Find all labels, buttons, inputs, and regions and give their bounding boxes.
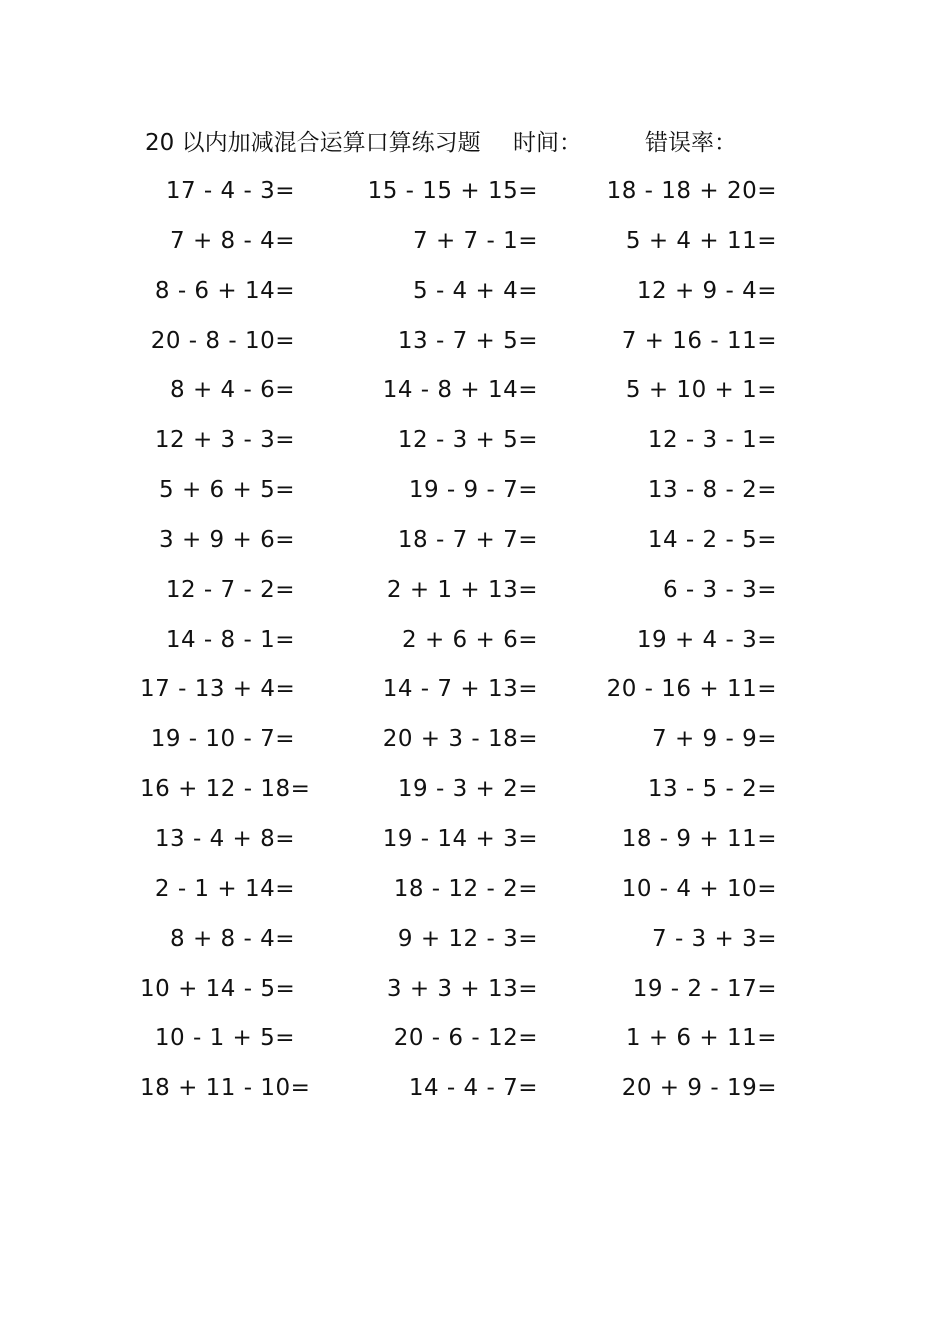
- math-problem: 17 - 4 - 3=: [165, 178, 295, 204]
- problem-row: [140, 318, 800, 368]
- math-problem: 5 + 6 + 5=: [159, 477, 295, 504]
- math-problem: 19 - 3 + 2=: [397, 776, 538, 803]
- math-problem: 2 + 6 + 6=: [402, 626, 538, 653]
- problem-row: [140, 866, 800, 916]
- math-problem: 12 - 3 + 5=: [397, 427, 538, 454]
- math-problem: 14 - 2 - 5=: [647, 526, 777, 553]
- math-problem: 12 + 3 - 3=: [154, 427, 295, 454]
- math-problem: 14 - 4 - 7=: [408, 1075, 538, 1102]
- math-problem: 8 + 4 - 6=: [170, 377, 295, 404]
- problem-row: [140, 218, 800, 268]
- math-problem: 8 + 8 - 4=: [170, 925, 295, 952]
- math-problem: 18 + 11 - 10=: [140, 1075, 311, 1102]
- math-problem: 13 - 4 + 8=: [154, 825, 295, 852]
- worksheet-title: 20 以内加减混合运算口算练习题: [145, 130, 481, 156]
- problem-row: [140, 168, 800, 218]
- math-problem: 20 - 16 + 11=: [606, 676, 777, 703]
- problem-row: [140, 966, 800, 1016]
- problem-row: [140, 916, 800, 966]
- math-problem: 15 - 15 + 15=: [367, 178, 538, 204]
- math-problem: 10 - 1 + 5=: [154, 1025, 295, 1052]
- math-problem: 14 - 8 + 14=: [382, 377, 538, 404]
- math-problem: 14 - 7 + 13=: [382, 676, 538, 703]
- problem-grid: [140, 168, 800, 1115]
- math-problem: 2 - 1 + 14=: [154, 875, 295, 902]
- math-problem: 17 - 13 + 4=: [140, 676, 296, 703]
- math-problem: 12 - 3 - 1=: [647, 427, 777, 454]
- worksheet-header: [145, 124, 785, 162]
- math-problem: 5 - 4 + 4=: [413, 277, 538, 304]
- math-problem: 19 - 14 + 3=: [382, 825, 538, 852]
- math-problem: 5 + 4 + 11=: [625, 227, 777, 254]
- math-problem: 13 - 7 + 5=: [397, 327, 538, 354]
- problem-row: [140, 567, 800, 617]
- problem-row: [140, 766, 800, 816]
- math-problem: 5 + 10 + 1=: [625, 377, 777, 404]
- math-problem: 18 - 9 + 11=: [621, 825, 777, 852]
- math-problem: 18 - 18 + 20=: [606, 178, 777, 204]
- math-problem: 3 + 9 + 6=: [159, 526, 295, 553]
- math-problem: 18 - 12 - 2=: [393, 875, 538, 902]
- problem-row: [140, 816, 800, 866]
- math-problem: 19 - 10 - 7=: [150, 726, 295, 753]
- math-problem: 16 + 12 - 18=: [140, 776, 311, 803]
- math-problem: 10 - 4 + 10=: [621, 875, 777, 902]
- math-problem: 20 - 8 - 10=: [150, 327, 295, 354]
- math-problem: 13 - 5 - 2=: [647, 776, 777, 803]
- math-problem: 3 + 3 + 13=: [386, 975, 538, 1002]
- math-problem: 20 + 3 - 18=: [382, 726, 538, 753]
- math-problem: 20 + 9 - 19=: [621, 1075, 777, 1102]
- problem-row: [140, 716, 800, 766]
- problem-row: [140, 666, 800, 716]
- math-problem: 2 + 1 + 13=: [386, 576, 538, 603]
- math-problem: 7 - 3 + 3=: [652, 925, 777, 952]
- math-problem: 20 - 6 - 12=: [393, 1025, 538, 1052]
- error-rate-label: 错误率：: [645, 130, 737, 156]
- math-problem: 19 + 4 - 3=: [636, 626, 777, 653]
- problem-row: [140, 367, 800, 417]
- math-problem: 7 + 9 - 9=: [652, 726, 777, 753]
- problem-row: [140, 617, 800, 667]
- math-problem: 18 - 7 + 7=: [397, 526, 538, 553]
- math-problem: 10 + 14 - 5=: [140, 975, 296, 1002]
- problem-row: [140, 467, 800, 517]
- math-problem: 7 + 16 - 11=: [621, 327, 777, 354]
- math-problem: 8 - 6 + 14=: [154, 277, 295, 304]
- problem-row: [140, 517, 800, 567]
- math-problem: 19 - 2 - 17=: [632, 975, 777, 1002]
- math-problem: 14 - 8 - 1=: [165, 626, 295, 653]
- problem-row: [140, 1065, 800, 1115]
- math-problem: 9 + 12 - 3=: [397, 925, 538, 952]
- problem-row: [140, 268, 800, 318]
- math-problem: 1 + 6 + 11=: [625, 1025, 777, 1052]
- math-problem: 7 + 8 - 4=: [170, 227, 295, 254]
- math-problem: 12 + 9 - 4=: [636, 277, 777, 304]
- math-problem: 12 - 7 - 2=: [165, 576, 295, 603]
- math-problem: 13 - 8 - 2=: [647, 477, 777, 504]
- problem-row: [140, 417, 800, 467]
- math-problem: 6 - 3 - 3=: [662, 576, 777, 603]
- math-problem: 19 - 9 - 7=: [408, 477, 538, 504]
- problem-row: [140, 1015, 800, 1065]
- math-problem: 7 + 7 - 1=: [413, 227, 538, 254]
- time-label: 时间：: [513, 130, 582, 156]
